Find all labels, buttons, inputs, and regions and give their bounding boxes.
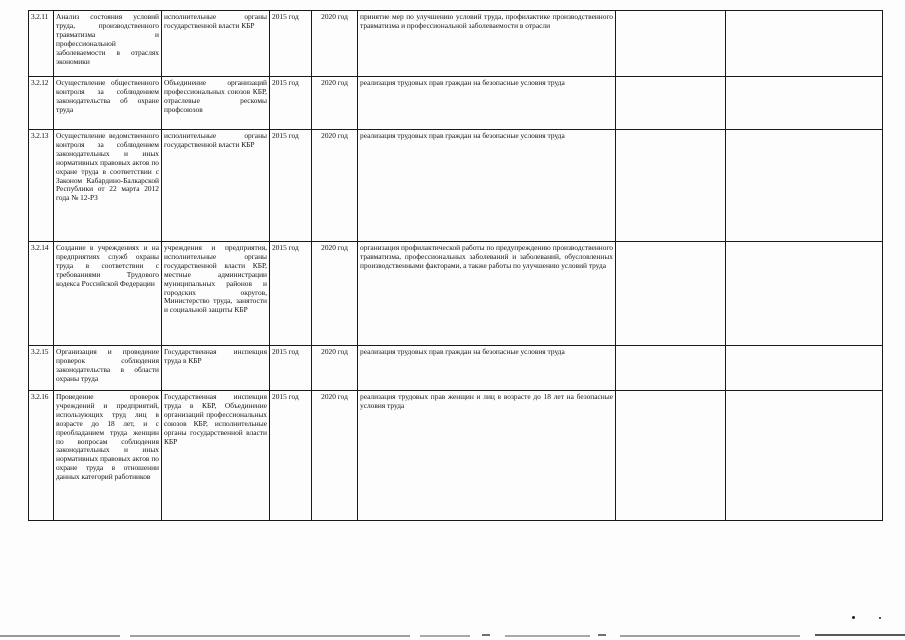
table-row bbox=[29, 346, 883, 391]
action-cell: Анализ состояния условий труда, производственного травматизма и профессиональной заболеваемости в отраслях экономики bbox=[54, 11, 162, 77]
empty-cell bbox=[726, 11, 883, 77]
row-number: 3.2.16 bbox=[29, 391, 54, 521]
result-cell: реализация трудовых прав граждан на безопасные условия труда bbox=[358, 130, 616, 242]
result-cell: принятие мер по улучшению условий труда, профилактике производственного травматизма и профессиональной заболеваемости в отрасли bbox=[358, 11, 616, 77]
empty-cell bbox=[726, 242, 883, 346]
executor-cell: учреждения и предприятия, исполнительные органы государственной власти КБР, местные администрации муниципальных районов и городских округов, Министерство труда, занятости и социальной защиты КБР bbox=[162, 242, 270, 346]
empty-cell bbox=[616, 346, 726, 391]
scan-edge-artifacts bbox=[0, 630, 905, 640]
end-year-cell: 2020 год bbox=[312, 11, 358, 77]
table-row bbox=[29, 130, 883, 242]
end-year-cell: 2020 год bbox=[312, 242, 358, 346]
table-row bbox=[29, 77, 883, 130]
start-year-cell: 2015 год bbox=[270, 346, 312, 391]
start-year-cell: 2015 год bbox=[270, 11, 312, 77]
action-cell: Создание в учреждениях и на предприятиях служб охраны труда в соответствии с требованиями Трудового кодекса Российской Федерации bbox=[54, 242, 162, 346]
start-year-cell: 2015 год bbox=[270, 242, 312, 346]
start-year-cell: 2015 год bbox=[270, 77, 312, 130]
empty-cell bbox=[616, 242, 726, 346]
activity-plan-table bbox=[28, 10, 883, 521]
action-cell: Осуществление общественного контроля за соблюдением законодательства об охране труда bbox=[54, 77, 162, 130]
executor-cell: исполнительные органы государственной власти КБР bbox=[162, 130, 270, 242]
table-row bbox=[29, 242, 883, 346]
empty-cell bbox=[726, 391, 883, 521]
executor-cell: исполнительные органы государственной власти КБР bbox=[162, 11, 270, 77]
result-cell: реализация трудовых прав женщин и лиц в возрасте до 18 лет на безопасные условия труда bbox=[358, 391, 616, 521]
end-year-cell: 2020 год bbox=[312, 77, 358, 130]
start-year-cell: 2015 год bbox=[270, 391, 312, 521]
executor-cell: Государственная инспекция труда в КБР, Объединение организаций профессиональных союзов КБР, исполнительные органы государственной власти КБР bbox=[162, 391, 270, 521]
scan-speck bbox=[879, 617, 881, 619]
result-cell: реализация трудовых прав граждан на безопасные условия труда bbox=[358, 77, 616, 130]
empty-cell bbox=[726, 130, 883, 242]
end-year-cell: 2020 год bbox=[312, 130, 358, 242]
empty-cell bbox=[616, 130, 726, 242]
empty-cell bbox=[616, 11, 726, 77]
table-body bbox=[29, 11, 883, 521]
action-cell: Проведение проверок учреждений и предприятий, использующих труд лиц в возрасте до 18 лет, и с преобладанием труда женщин по вопросам соблюдения законодательных и иных нормативных правовых актов по охране труда в отношении данных категорий работников bbox=[54, 391, 162, 521]
empty-cell bbox=[726, 77, 883, 130]
table-row bbox=[29, 391, 883, 521]
empty-cell bbox=[726, 346, 883, 391]
row-number: 3.2.15 bbox=[29, 346, 54, 391]
executor-cell: Объединение организаций профессиональных союзов КБР, отраслевые рескомы профсоюзов bbox=[162, 77, 270, 130]
executor-cell: Государственная инспекция труда в КБР bbox=[162, 346, 270, 391]
action-cell: Организация и проведение проверок соблюдения законодательства в области охраны труда bbox=[54, 346, 162, 391]
row-number: 3.2.11 bbox=[29, 11, 54, 77]
end-year-cell: 2020 год bbox=[312, 346, 358, 391]
row-number: 3.2.12 bbox=[29, 77, 54, 130]
empty-cell bbox=[616, 77, 726, 130]
empty-cell bbox=[616, 391, 726, 521]
result-cell: реализация трудовых прав граждан на безопасные условия труда bbox=[358, 346, 616, 391]
row-number: 3.2.14 bbox=[29, 242, 54, 346]
scan-speck bbox=[852, 616, 855, 619]
row-number: 3.2.13 bbox=[29, 130, 54, 242]
table-row bbox=[29, 11, 883, 77]
end-year-cell: 2020 год bbox=[312, 391, 358, 521]
result-cell: организация профилактической работы по предупреждению производственного травматизма, профессиональных заболеваний и заболеваний, обусловленных производственными факторами, а также работы по улучшению условий труда bbox=[358, 242, 616, 346]
action-cell: Осуществление ведомственного контроля за соблюдением законодательных и иных нормативных правовых актов по охране труда в соответствии с Законом Кабардино-Балкарской Республики от 22 марта 2012 года № 12-РЗ bbox=[54, 130, 162, 242]
start-year-cell: 2015 год bbox=[270, 130, 312, 242]
